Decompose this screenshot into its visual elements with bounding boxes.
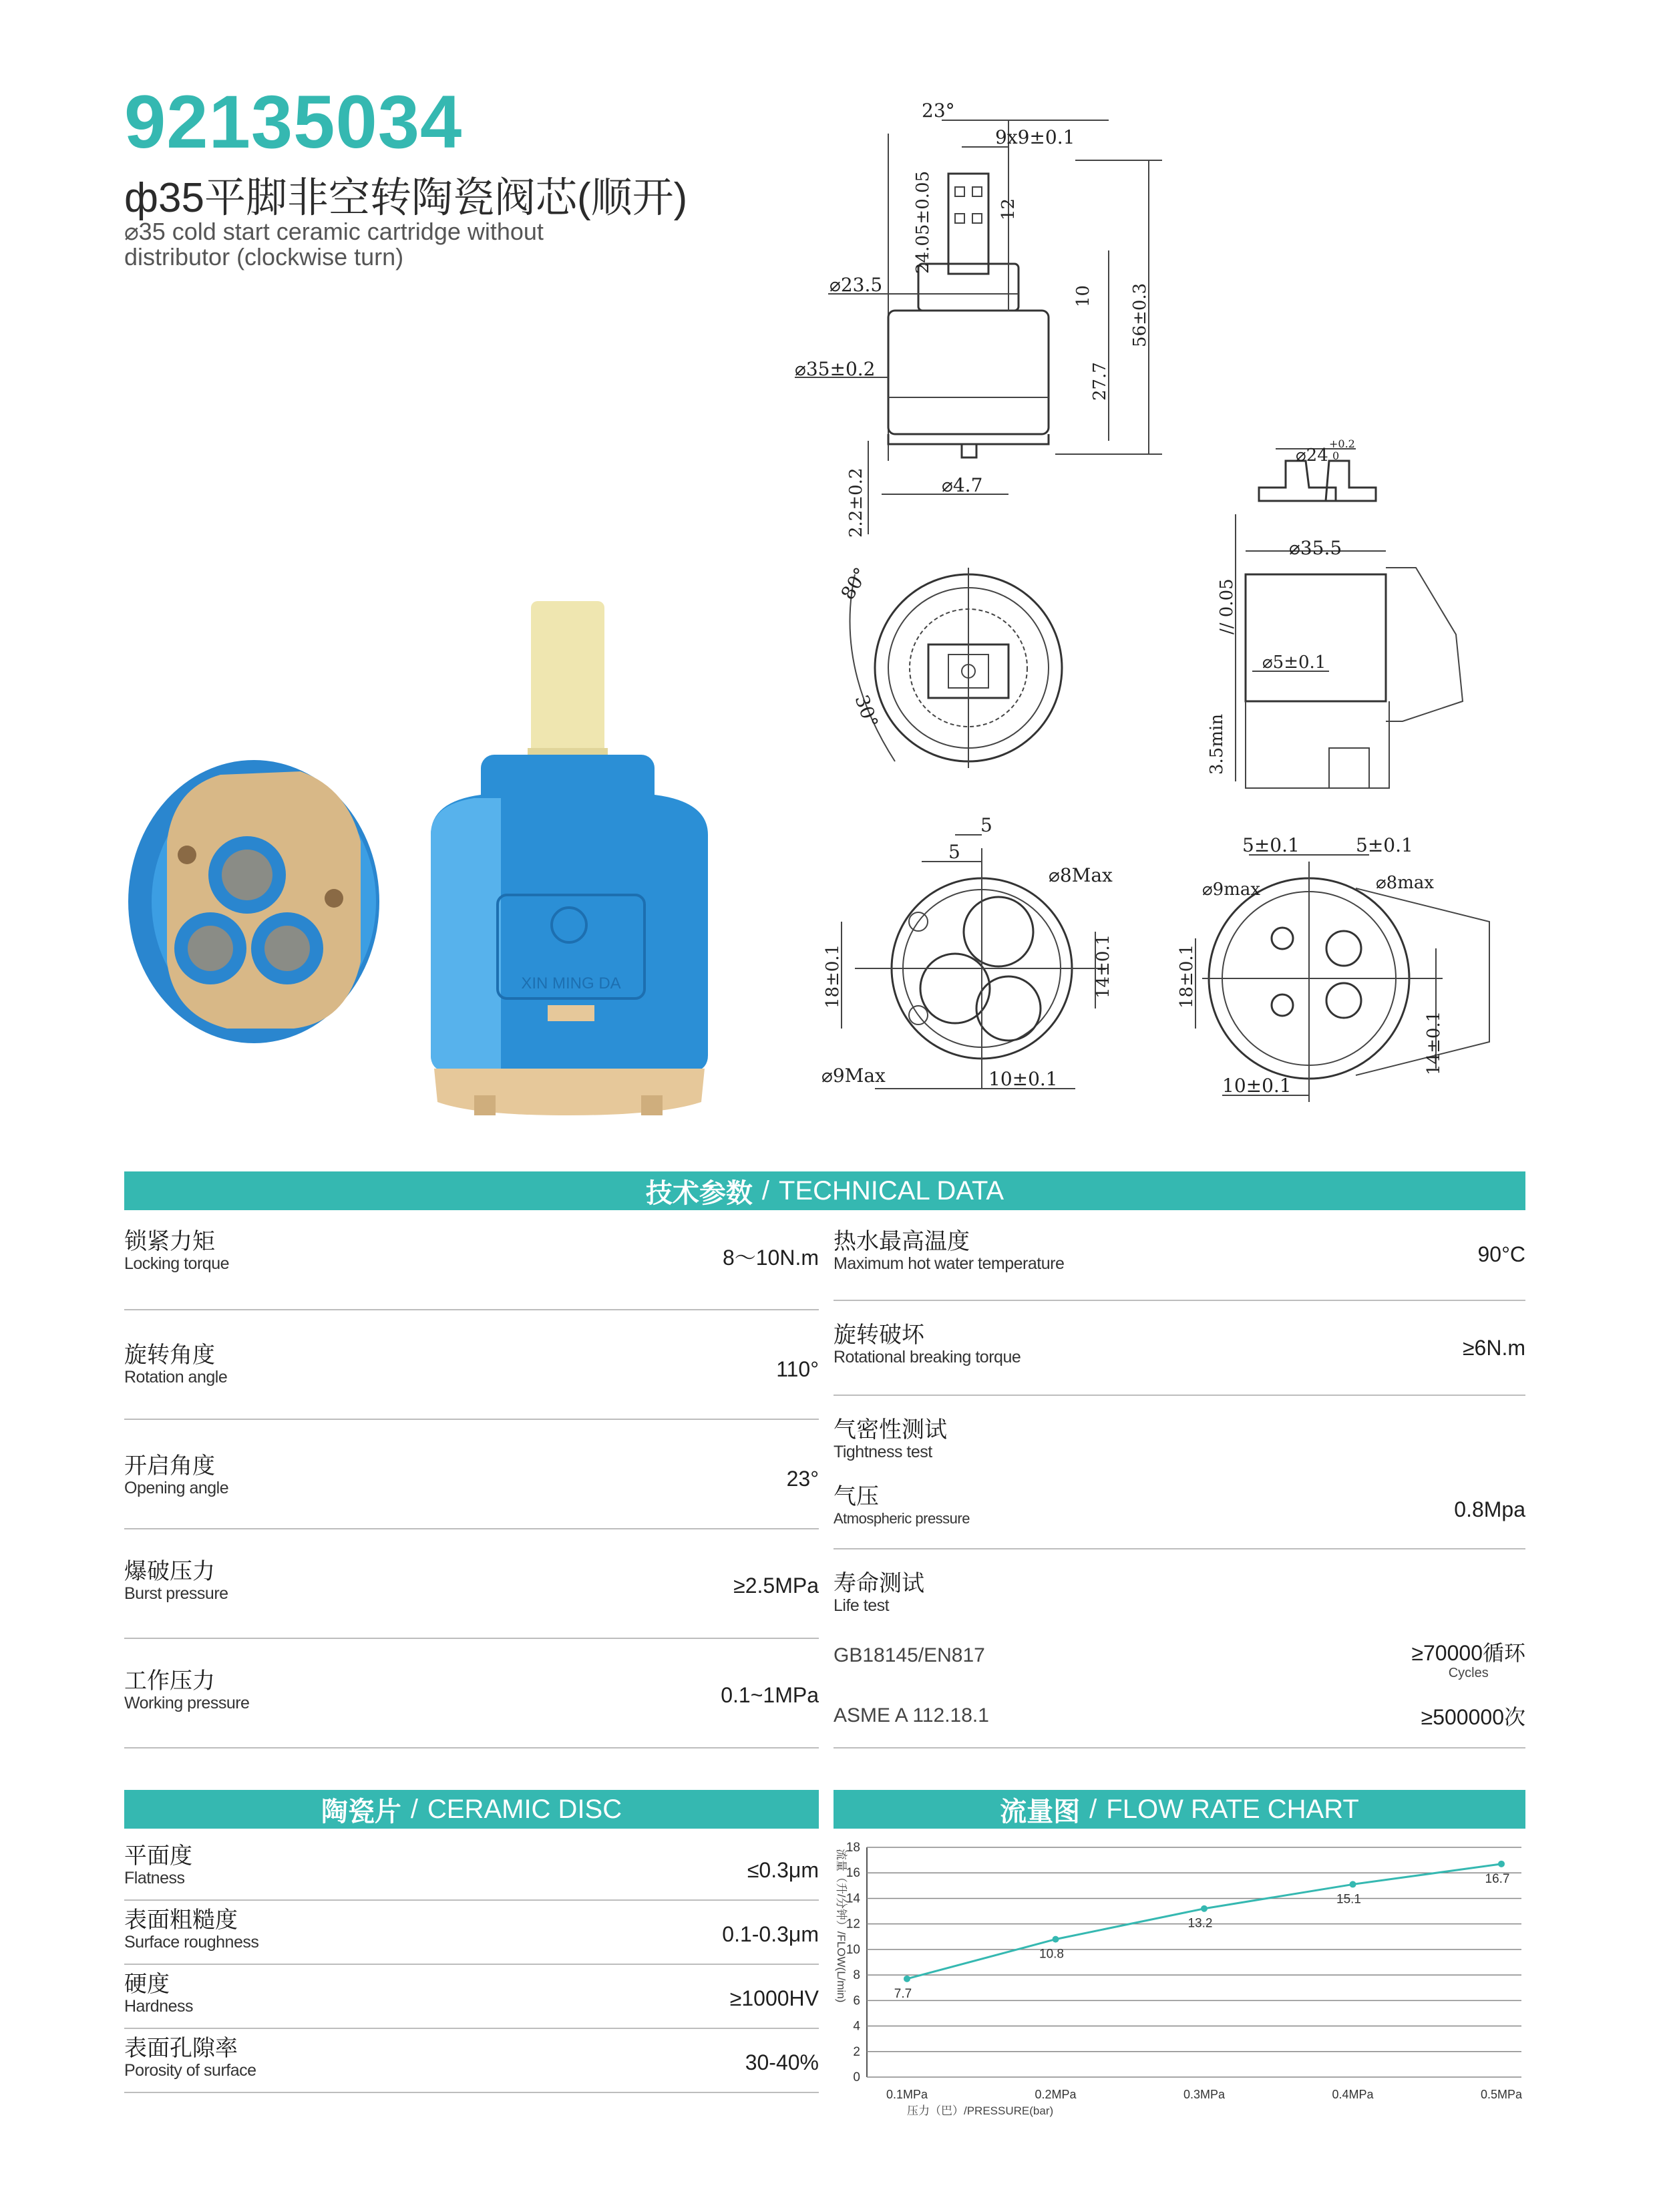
seat-dim-14: 14±0.1 bbox=[1424, 1010, 1444, 1075]
ceramic-row-surface-roughness: 表面粗糙度 Surface roughness 0.1-0.3μm bbox=[124, 1901, 819, 1965]
dim-14: 14±0.1 bbox=[1093, 934, 1113, 998]
tech-row-burst-pressure: 爆破压力 Burst pressure ≥2.5MPa bbox=[124, 1529, 819, 1639]
dim-angle-80: 80° bbox=[836, 564, 872, 604]
chart-y-tick-label: 12 bbox=[846, 1917, 860, 1931]
dim-stem-length: 24.05±0.05 bbox=[913, 170, 933, 274]
chart-y-tick-label: 8 bbox=[853, 1968, 860, 1983]
brand-text: XIN MING DA bbox=[521, 974, 621, 992]
chart-data-label: 16.7 bbox=[1485, 1871, 1510, 1886]
product-code: 92135034 bbox=[124, 80, 463, 164]
chart-x-axis-label: 压力（巴）/PRESSURE(bar) bbox=[907, 2104, 1054, 2117]
tech-row-life-test: 寿命测试 Life test GB18145/EN817 ≥70000循环 Cycles ASME A 112.18.1 ≥500000次 bbox=[834, 1549, 1525, 1748]
chart-y-axis-label: 流量（升/分钟）/FLOW(L/min) bbox=[835, 1849, 848, 2003]
chart-y-tick-label: 0 bbox=[853, 2070, 860, 2084]
drawing-seat-view bbox=[1155, 828, 1503, 1115]
product-title-en: ⌀35 cold start ceramic cartridge without distributor (clockwise turn) bbox=[124, 218, 544, 270]
chart-x-tick-label: 0.1MPa bbox=[886, 2088, 928, 2101]
tech-row-hot-water-temp: 热水最高温度 Maximum hot water temperature 90°C bbox=[834, 1226, 1525, 1301]
dim-parallelism: // 0.05 bbox=[1217, 578, 1237, 634]
seat-dim-10: 10±0.1 bbox=[1222, 1075, 1292, 1097]
dim-dia-24-tol-dn: 0 bbox=[1332, 449, 1340, 462]
dim-dia-24-tol-up: +0.2 bbox=[1329, 437, 1355, 450]
seat-dim-5-left: 5±0.1 bbox=[1242, 834, 1300, 856]
dim-dia-35-5: ⌀35.5 bbox=[1289, 537, 1342, 559]
dim-h277: 27.7 bbox=[1090, 362, 1110, 401]
dim-angle-30: 30° bbox=[850, 692, 883, 731]
ceramic-row-porosity: 表面孔隙率 Porosity of surface 30-40% bbox=[124, 2029, 819, 2093]
chart-y-tick-label: 14 bbox=[846, 1891, 860, 1906]
tech-value: 0.8Mpa bbox=[1454, 1497, 1525, 1521]
tech-row-rotation-angle: 旋转角度 Rotation angle 110° bbox=[124, 1310, 819, 1420]
drawing-installation-section bbox=[1195, 434, 1503, 821]
dim-angle-23: 23° bbox=[922, 100, 955, 122]
chart-x-tick-label: 0.4MPa bbox=[1332, 2088, 1374, 2101]
chart-x-tick-label: 0.3MPa bbox=[1183, 2088, 1226, 2101]
tech-value: 8～10N.m bbox=[722, 1246, 819, 1270]
chart-data-label: 7.7 bbox=[894, 1986, 912, 2001]
dim-dia-body: ⌀35±0.2 bbox=[795, 358, 876, 380]
chart-data-label: 15.1 bbox=[1336, 1892, 1361, 1907]
dim-max-8: ⌀8Max bbox=[1049, 864, 1113, 886]
chart-y-tick-label: 2 bbox=[853, 2044, 860, 2059]
ceramic-disc-header: 陶瓷片 / CERAMIC DISC bbox=[124, 1790, 819, 1829]
dim-min-3-5: 3.5min bbox=[1207, 713, 1227, 775]
chart-data-label: 13.2 bbox=[1187, 1916, 1213, 1931]
seat-dim-18: 18±0.1 bbox=[1177, 944, 1197, 1008]
drawing-top-view bbox=[828, 548, 1109, 788]
product-photo bbox=[127, 588, 728, 1115]
chart-data-point bbox=[1350, 1881, 1356, 1887]
dim-10: 10±0.1 bbox=[988, 1068, 1058, 1090]
tech-value: 23° bbox=[786, 1467, 819, 1491]
tech-value: 0.1~1MPa bbox=[721, 1683, 819, 1707]
dim-5-second: 5 bbox=[948, 841, 960, 863]
dim-stem-square: 9x9±0.1 bbox=[995, 126, 1075, 148]
dim-18: 18±0.1 bbox=[823, 944, 843, 1008]
dim-total-height: 56±0.3 bbox=[1130, 283, 1150, 347]
chart-data-point bbox=[1201, 1905, 1208, 1912]
tech-row-tightness-test: 气密性测试 Tightness test 气压 Atmospheric pressure 0.8Mpa bbox=[834, 1396, 1525, 1549]
tech-row-working-pressure: 工作压力 Working pressure 0.1~1MPa bbox=[124, 1639, 819, 1748]
technical-data-header: 技术参数 / TECHNICAL DATA bbox=[124, 1171, 1525, 1210]
drawing-bottom-view bbox=[815, 808, 1135, 1115]
flow-rate-chart bbox=[834, 1835, 1525, 2123]
tech-value: 90°C bbox=[1477, 1242, 1525, 1266]
chart-x-tick-label: 0.2MPa bbox=[1035, 2088, 1077, 2101]
seat-dim-5-right: 5±0.1 bbox=[1356, 834, 1413, 856]
tech-value: ≥2.5MPa bbox=[733, 1574, 819, 1598]
chart-data-label: 10.8 bbox=[1039, 1947, 1064, 1962]
product-title-zh: ф35平脚非空转陶瓷阀芯(顺开) bbox=[124, 175, 688, 221]
dim-dia-5: ⌀5±0.1 bbox=[1262, 653, 1326, 673]
dim-dia-top: ⌀23.5 bbox=[830, 274, 883, 296]
chart-y-tick-label: 6 bbox=[853, 1994, 860, 2008]
cartridge-side-view bbox=[431, 601, 708, 1115]
tech-value: ≥6N.m bbox=[1462, 1336, 1525, 1360]
dim-5-top: 5 bbox=[980, 814, 992, 836]
flow-chart-svg bbox=[834, 1835, 1525, 2123]
chart-data-point bbox=[1053, 1936, 1059, 1943]
dim-stem-12: 12 bbox=[998, 198, 1019, 220]
dim-foot-height: 2.2±0.2 bbox=[846, 468, 866, 538]
chart-y-tick-label: 18 bbox=[846, 1841, 860, 1855]
dim-dia-foot: ⌀4.7 bbox=[942, 474, 983, 496]
ceramic-row-hardness: 硬度 Hardness ≥1000HV bbox=[124, 1965, 819, 2029]
tech-row-breaking-torque: 旋转破坏 Rotational breaking torque ≥6N.m bbox=[834, 1301, 1525, 1396]
chart-y-tick-label: 16 bbox=[846, 1866, 860, 1881]
chart-y-tick-label: 4 bbox=[853, 2019, 860, 2034]
chart-x-tick-label: 0.5MPa bbox=[1480, 2088, 1523, 2101]
seat-dim-max-8: ⌀8max bbox=[1376, 873, 1435, 893]
flow-rate-header: 流量图 / FLOW RATE CHART bbox=[834, 1790, 1525, 1829]
drawing-side-elevation bbox=[788, 94, 1189, 554]
dim-h10: 10 bbox=[1073, 285, 1093, 307]
tech-row-opening-angle: 开启角度 Opening angle 23° bbox=[124, 1420, 819, 1529]
dim-max-9: ⌀9Max bbox=[821, 1065, 886, 1087]
chart-data-point bbox=[904, 1976, 910, 1982]
tech-value: 110° bbox=[776, 1357, 819, 1381]
dim-dia-24: ⌀24 bbox=[1296, 445, 1328, 466]
cartridge-bottom-view bbox=[128, 760, 379, 1043]
ceramic-row-flatness: 平面度 Flatness ≤0.3μm bbox=[124, 1837, 819, 1901]
tech-row-locking-torque: 锁紧力矩 Locking torque 8～10N.m bbox=[124, 1226, 819, 1310]
chart-data-point bbox=[1498, 1861, 1505, 1867]
chart-y-tick-label: 10 bbox=[846, 1942, 860, 1957]
seat-dim-max-9: ⌀9max bbox=[1202, 880, 1261, 900]
